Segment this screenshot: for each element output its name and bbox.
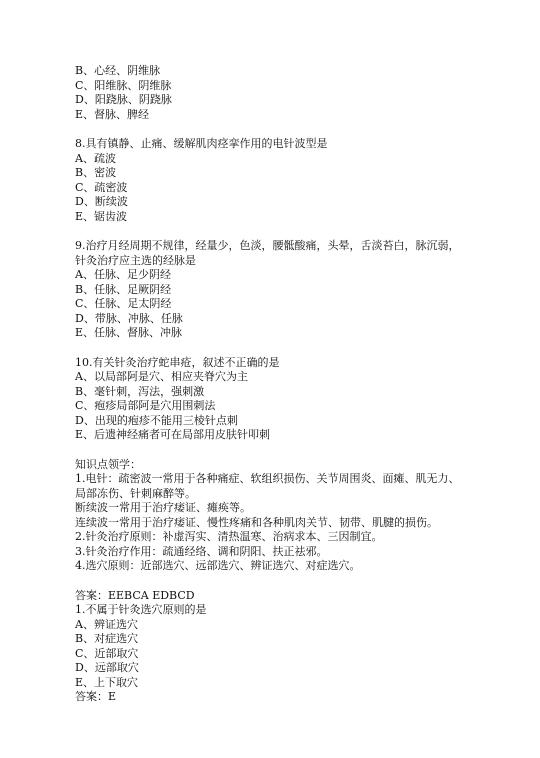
option-b: B、对症选穴 xyxy=(75,632,139,645)
option-a: A、辨证选穴 xyxy=(75,617,138,631)
option-c: C、疏密波 xyxy=(75,180,128,194)
document-page xyxy=(75,64,515,705)
question-stem-line-2: 针灸治疗应主选的经脉是 xyxy=(75,253,196,267)
question-stem: 1.不属于针灸选穴原则的是 xyxy=(75,603,207,616)
option-d: D、远部取穴 xyxy=(75,661,139,674)
option-d: D、带脉、冲脉、任脉 xyxy=(75,311,183,325)
knowledge-section xyxy=(75,458,515,574)
question-10 xyxy=(75,356,515,443)
knowledge-line: 局部冻伤、针刺麻醉等。 xyxy=(75,486,196,500)
knowledge-line: 连续波一常用于治疗痿证、慢性疼痛和各种肌肉关节、韧带、肌腱的损伤。 xyxy=(75,515,438,529)
question-7-options xyxy=(75,64,515,122)
option-e: E、锯齿波 xyxy=(75,209,128,223)
knowledge-line: 4.选穴原则：近部选穴、远部选穴、辨证选穴、对症选穴。 xyxy=(75,559,361,572)
option-b: B、心经、阴维脉 xyxy=(75,64,161,77)
knowledge-line: 2.针灸治疗原则：补虚泻实、清热温寒、治病求本、三因制宜。 xyxy=(75,530,383,543)
option-e: E、后遗神经痛者可在局部用皮肤针叩刺 xyxy=(75,428,271,441)
option-b: B、毫针刺，泻法，强刺激 xyxy=(75,384,205,398)
option-d: D、出现的疱疹不能用三棱针点刺 xyxy=(75,413,238,427)
question-stem: 8.具有镇静、止痛、缓解肌肉痉挛作用的电针波型是 xyxy=(75,137,328,150)
option-e: E、督脉、脾经 xyxy=(75,107,150,121)
option-a: A、任脉、足少阴经 xyxy=(75,268,171,281)
answer-key: 答案：EEBCA EDBCD xyxy=(75,588,195,602)
option-e: E、任脉、督脉、冲脉 xyxy=(75,326,183,339)
option-c: C、近部取穴 xyxy=(75,646,139,660)
knowledge-line: 1.电针：疏密波一常用于各种痛症、软组织损伤、关节周围炎、面瘫、肌无力、 xyxy=(75,472,460,485)
question-9 xyxy=(75,239,515,341)
option-d: D、断续波 xyxy=(75,195,128,208)
question-stem-line-1: 9.治疗月经周期不规律，经量少，色淡，腰骶酸痛，头晕，舌淡苔白，脉沉弱， xyxy=(75,239,460,252)
option-d: D、阳跷脉、阴跷脉 xyxy=(75,93,172,106)
option-e: E、上下取穴 xyxy=(75,675,139,689)
option-a: A、以局部阿是穴、相应夹脊穴为主 xyxy=(75,370,248,383)
option-c: C、阳维脉、阴维脉 xyxy=(75,78,172,92)
question-stem: 10.有关针灸治疗蛇串疮，叙述不正确的是 xyxy=(75,355,280,369)
answer-key: 答案：E xyxy=(75,690,117,703)
option-b: B、任脉、足厥阴经 xyxy=(75,282,172,296)
question-8 xyxy=(75,137,515,224)
knowledge-line: 3.针灸治疗作用：疏通经络、调和阴阳、扶正祛邪。 xyxy=(75,544,328,558)
question-1 xyxy=(75,603,515,690)
option-a: A、疏波 xyxy=(75,151,116,165)
option-c: C、疱疹局部阿是穴用围刺法 xyxy=(75,399,216,412)
option-b: B、密波 xyxy=(75,166,117,179)
option-c: C、任脉、足太阴经 xyxy=(75,297,172,310)
knowledge-line: 断续波一常用于治疗痿证、瘫痪等。 xyxy=(75,501,251,514)
knowledge-heading: 知识点领学： xyxy=(75,457,141,471)
